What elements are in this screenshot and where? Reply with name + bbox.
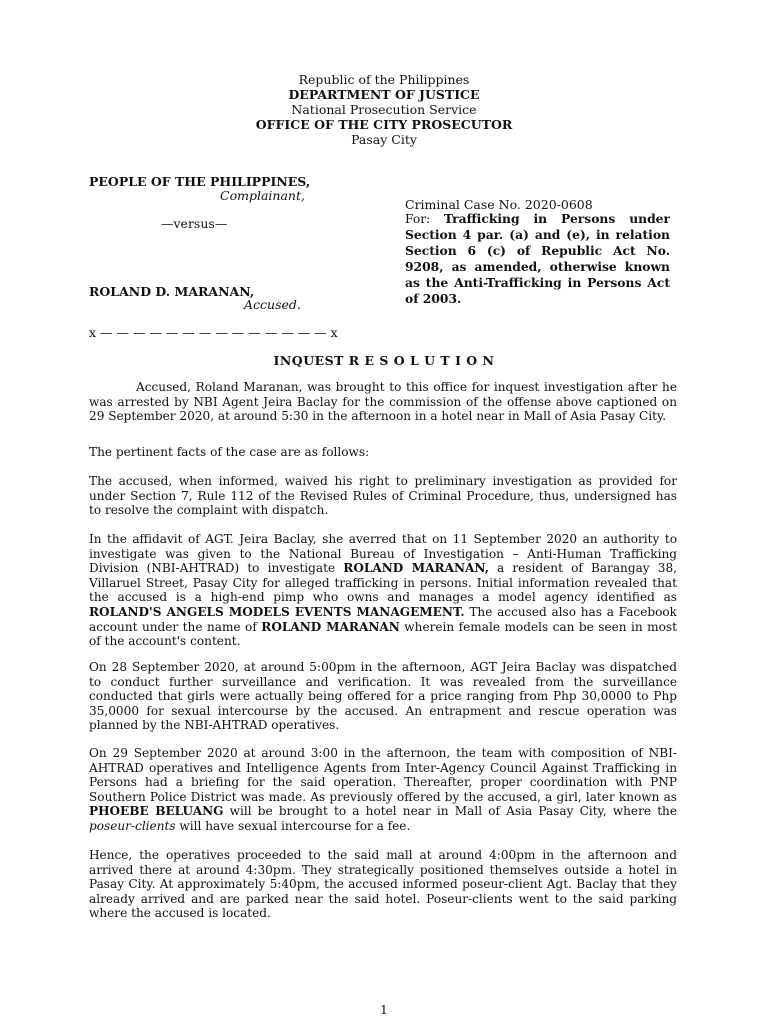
p4-text-g: wherein female models can be seen in most of the account's content. [89, 619, 677, 649]
paragraph-1: Accused, Roland Maranan, was brought to this office for inquest investigation after he was arrested by NBI Agent Jeira Baclay for the commission of the offense above captioned on 29 September 2020, at around 5:30 in the afternoon in a hotel near in Mall of Asia Pasay City. [89, 380, 677, 424]
page-number: 1 [380, 1003, 388, 1017]
accused-name: ROLAND D. MARANAN, [89, 284, 255, 299]
p6-text-e: will have sexual intercourse for a fee. [175, 818, 411, 833]
p6-text-c: will be brought to a hotel near in Mall of Asia Pasay City, where the [223, 804, 677, 819]
accused-role: Accused. [244, 297, 301, 312]
header-service: National Prosecution Service [291, 102, 477, 117]
p4-facebook-name: ROLAND MARANAN [261, 619, 400, 634]
p6-text-a: On 29 September 2020 at around 3:00 in the afternoon, the team with composition of NBI-AHTRAD operatives and Intelligence Agents from Inter-Agency Council Against Trafficking in Persons had a briefing for the said operation. Thereafter, proper coordination with PNP Southern Police District was made. As previously offered by the accused, a girl, later known as [89, 746, 677, 804]
p4-text-e: The accused also has a Facebook account under the name of [89, 604, 677, 634]
complainant-role: Complainant, [220, 188, 305, 203]
document-title: INQUEST R E S O L U T I O N [273, 353, 495, 368]
versus-label: —versus— [161, 216, 228, 231]
paragraph-7: Hence, the operatives proceeded to the said mall at around 4:00pm in the afternoon and arrived there at around 4:30pm. They strategically positioned themselves outside a hotel in Pasay City. At approximately 5:40pm, the accused informed poseur-client Agt. Baclay that they already arrived and are parked near the said hotel. Poseur-clients went to the said parking where the accused is located. [89, 848, 677, 921]
header-republic: Republic of the Philippines [298, 72, 470, 87]
p4-accused-name: ROLAND MARANAN, [343, 561, 489, 576]
p6-victim-name: PHOEBE BELUANG [89, 804, 224, 819]
header-office: OFFICE OF THE CITY PROSECUTOR [255, 117, 513, 132]
header-department: DEPARTMENT OF JUSTICE [288, 87, 480, 102]
charge-description [405, 211, 670, 307]
paragraph-6 [89, 746, 677, 834]
paragraph-2: The pertinent facts of the case are as follows: [89, 445, 370, 459]
p4-text-a: In the affidavit of AGT. Jeira Baclay, she averred that on 11 September 2020 an authority to investigate was given to the National Bureau of Investigation – Anti-Human Trafficking Division (NBI-AHTRAD) to investigate [89, 532, 677, 576]
paragraph-5: On 28 September 2020, at around 5:00pm in the afternoon, AGT Jeira Baclay was dispatched to conduct further surveillance and verification. It was revealed from the surveillance conducted that girls were actually being offered for a price ranging from Php 30,0000 to Php 35,0000 for sexual intercourse by the accused. An entrapment and rescue operation was planned by the NBI-AHTRAD operatives. [89, 660, 677, 733]
complainant-name: PEOPLE OF THE PHILIPPINES, [89, 174, 311, 189]
paragraph-4 [89, 532, 677, 649]
case-number: Criminal Case No. 2020-0608 [405, 197, 593, 212]
charge-text: Trafficking in Persons under Section 4 par. (a) and (e), in relation Section 6 (c) of Republic Act No. 9208, as amended, otherwise known as the Anti-Trafficking in Persons Act of 2003. [405, 211, 670, 306]
caption-separator: x — — — — — — — — — — — — — — x [89, 325, 338, 340]
charge-for-label: For: [405, 212, 431, 226]
p6-poseur-clients: poseur-clients [89, 818, 176, 833]
paragraph-3: The accused, when informed, waived his right to preliminary investigation as provided for under Section 7, Rule 112 of the Revised Rules of Criminal Procedure, thus, undersigned has to resolve the complaint with dispatch. [89, 474, 677, 518]
p4-agency-name: ROLAND'S ANGELS MODELS EVENTS MANAGEMENT. [89, 604, 465, 619]
header-city: Pasay City [351, 132, 417, 147]
p4-text-c: a resident of Barangay 38, Villaruel Street, Pasay City for alleged trafficking in persons. Initial information revealed that the accused is a high-end pimp who owns and manages a model agency identified as [89, 561, 677, 605]
